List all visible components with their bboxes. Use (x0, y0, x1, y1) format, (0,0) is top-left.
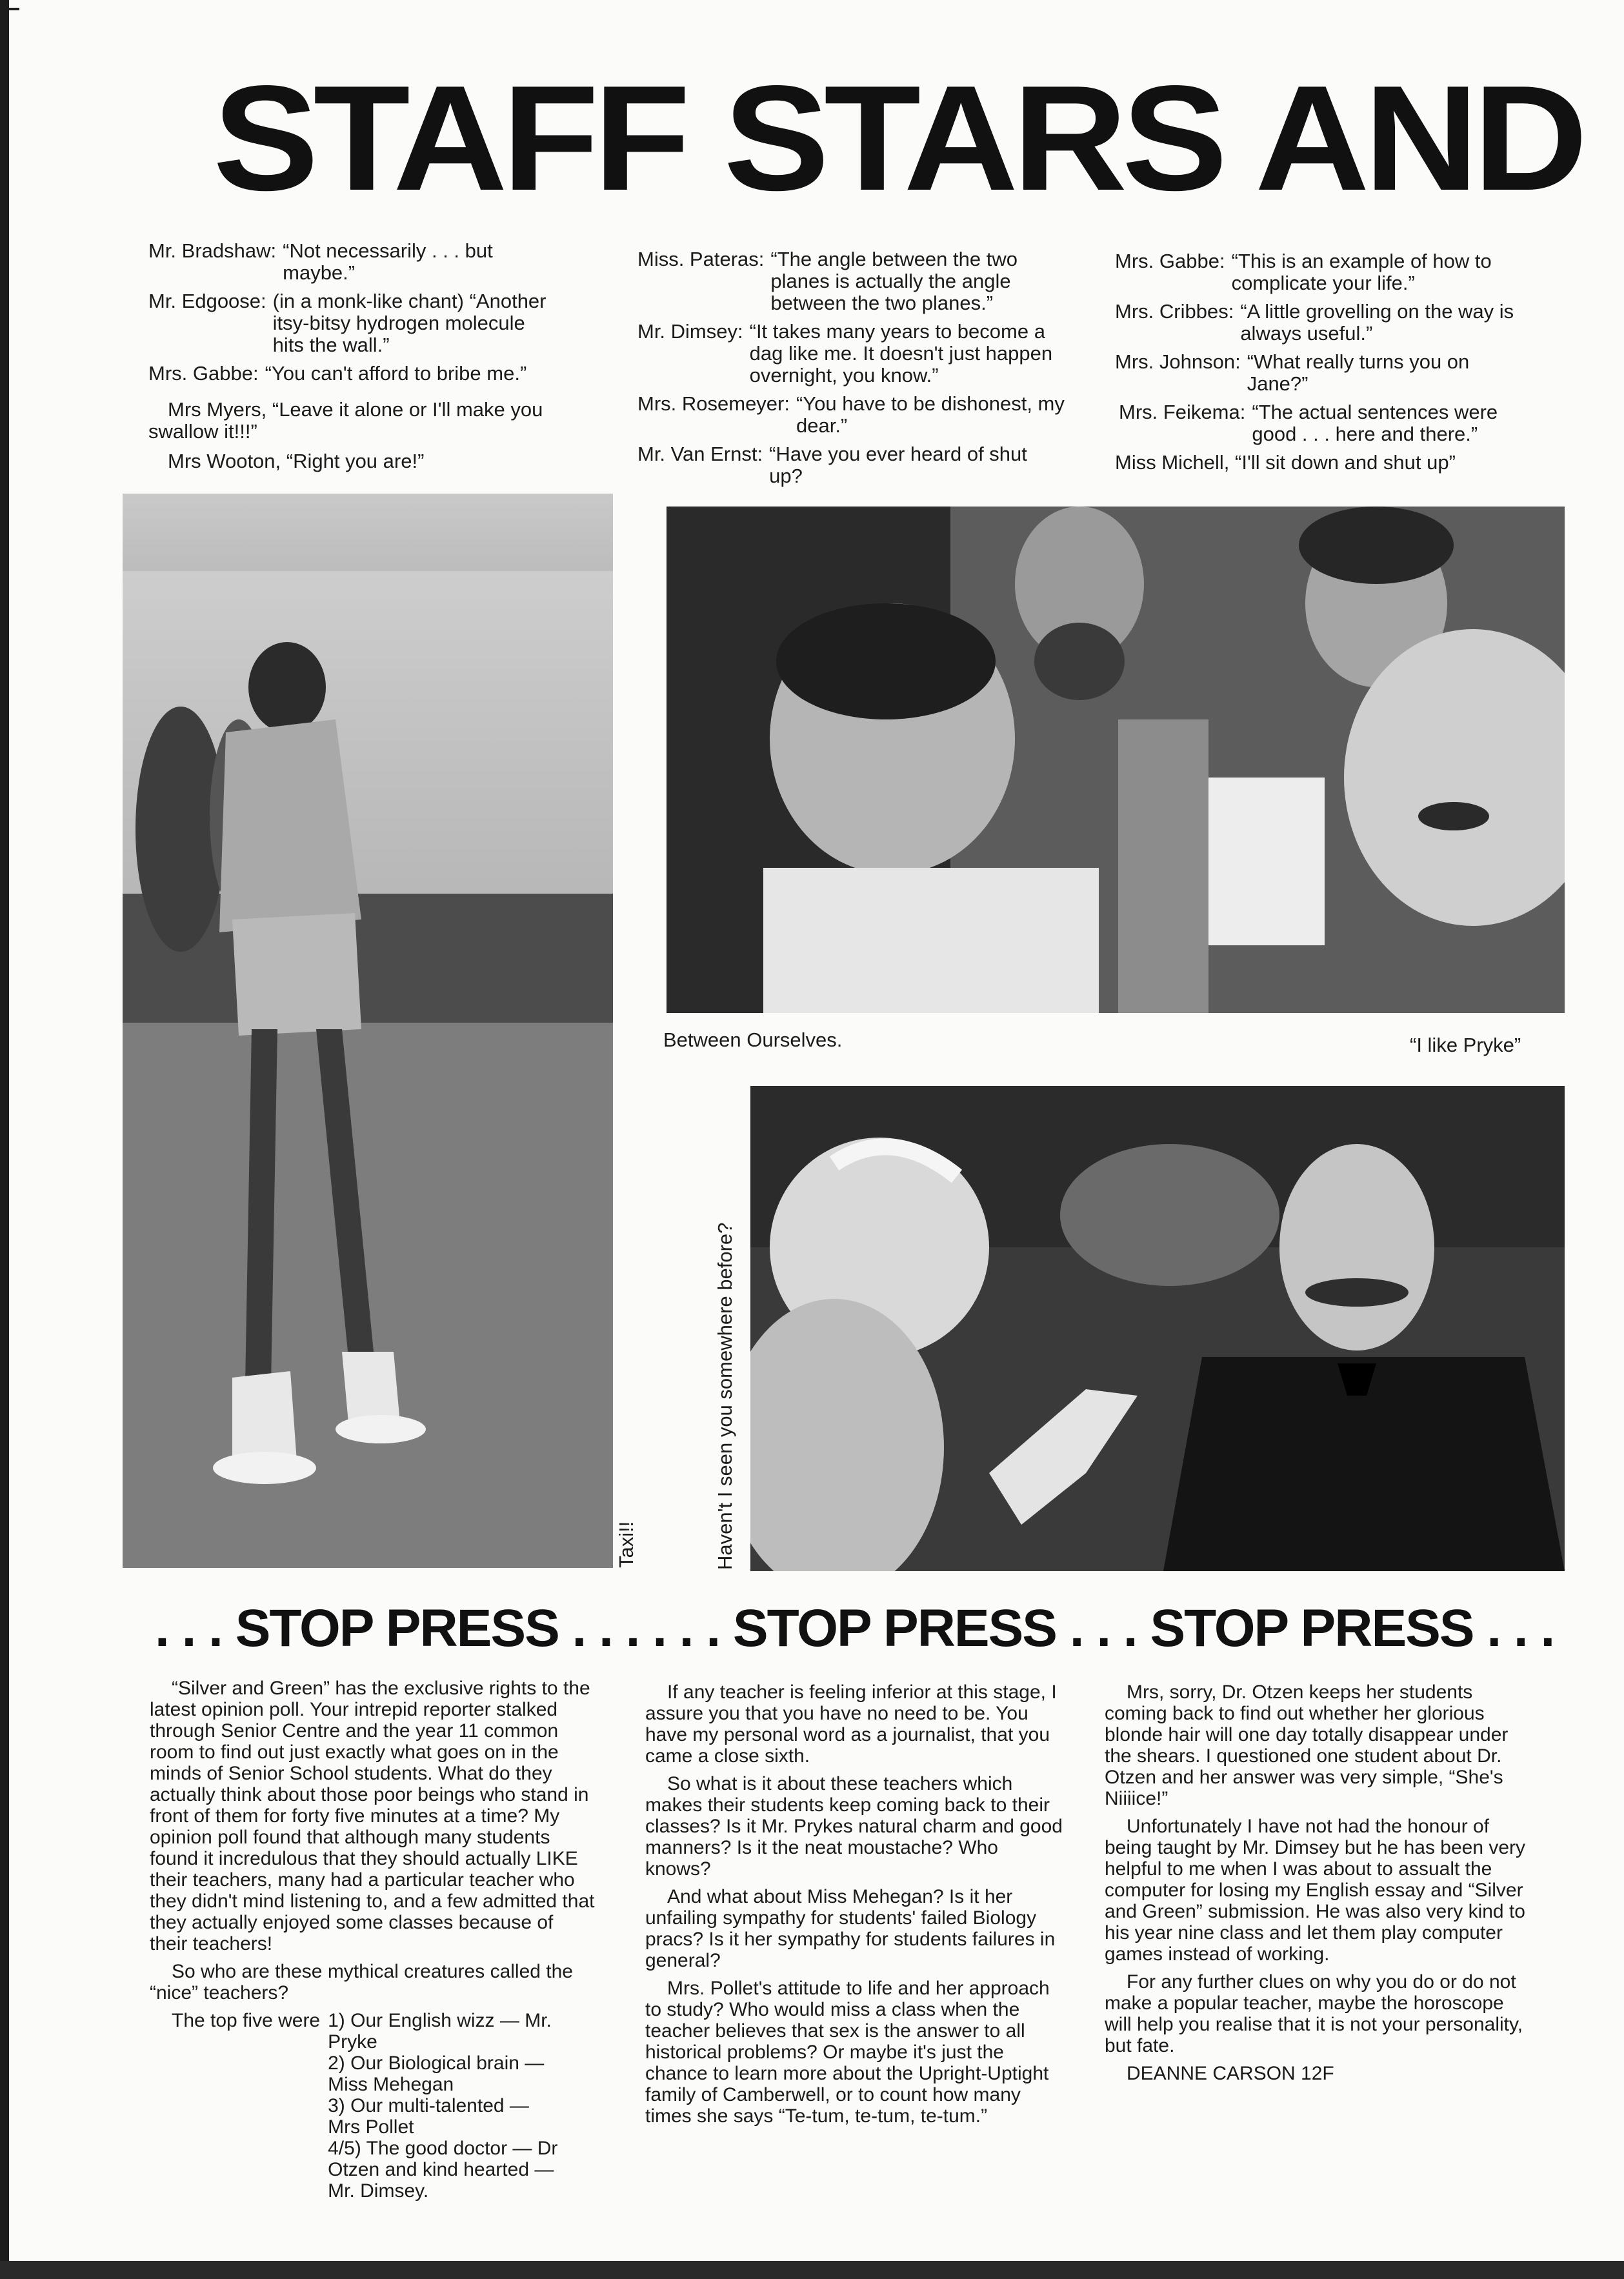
page-bottom-edge (0, 2261, 1624, 2279)
quote-item (1115, 351, 1567, 395)
quote-speaker: Mr. Edgoose: (148, 290, 266, 312)
quote-speaker: Mr. Bradshaw: (148, 239, 277, 262)
article-column-2 (645, 1682, 1065, 2133)
article-column-3 (1105, 1682, 1530, 2091)
page-left-edge (0, 0, 9, 2279)
article-paragraph: For any further clues on why you do or do not make a popular teacher, maybe the horoscope will help you realise that it is not your personality, but fate. (1105, 1971, 1523, 2056)
quote-speaker: Mrs. Feikema: (1119, 401, 1246, 423)
quote-item (637, 248, 1089, 314)
quote-speaker: Mr. Van Ernst: (637, 443, 763, 465)
article-paragraph: So who are these mythical creatures called the “nice” teachers? (150, 1961, 573, 2003)
quote-item (148, 363, 587, 385)
page-corner-mark (0, 8, 19, 10)
caption-between-ourselves: Between Ourselves. (663, 1029, 843, 1051)
quote-text: “This is an example of how to complicate your life.” (1231, 250, 1492, 294)
quote-speaker: Mrs. Cribbes: (1115, 300, 1234, 323)
quote-text: “You can't afford to bribe me.” (265, 362, 527, 385)
quote-text: (in a monk-like chant) “Another itsy-bitsy hydrogen molecule hits the wall.” (272, 290, 546, 356)
quote-speaker: Mrs. Gabbe: (148, 362, 259, 385)
top-five-item: 2) Our Biological brain — Miss Mehegan (328, 2053, 545, 2095)
quotes-column-3 (1115, 250, 1567, 481)
article-paragraph: So what is it about these teachers which makes their students keep coming back to their classes? Is it Mr. Prykes natural charm and good manners? Is it the neat moustache? Who knows? (645, 1773, 1063, 1880)
caption-havent-i-seen-you: Haven't I seen you somewhere before? (714, 1222, 736, 1570)
quote-item: Mrs Wooton, “Right you are!” (168, 450, 425, 472)
quote-item (1115, 250, 1567, 294)
page-headline: STAFF STARS AND (213, 55, 1583, 222)
quotes-column-2 (637, 248, 1089, 494)
quote-item (637, 321, 1089, 387)
caption-i-like-pryke: “I like Pryke” (1410, 1034, 1521, 1056)
between-ourselves-image (667, 507, 1565, 1013)
article-paragraph: “Silver and Green” has the exclusive rights to the latest opinion poll. Your intrepid reporter stalked through Senior Centre and the year 11 common room to find out just exactly what goes on in the minds of Senior School students. What do they actually think about those poor beings who stand in front of them for forty five minutes at a time? My opinion poll found that although many students found it incredulous that they should actually LIKE their teachers, many had a particular teacher who they didn't mind listening to, and a few admitted that they actually enjoyed some classes because of their teachers! (150, 1678, 595, 1954)
stop-press-banner: . . . STOP PRESS . . . . . . STOP PRESS . . . STOP PRESS . . . (155, 1599, 1554, 1658)
article-byline: DEANNE CARSON 12F (1127, 2063, 1334, 2084)
quote-item: Mrs Myers, “Leave it alone or I'll make you swallow it!!!” (148, 398, 543, 443)
article-paragraph: Mrs. Pollet's attitude to life and her approach to study? Who would miss a class when the teacher believes that sex is the answer to all historical problems? Or maybe it's just the chance to learn more about the Upright-Uptight family of Camberwell, or to count how many times she says “Te-tum, te-tum, te-tum.” (645, 1978, 1050, 2127)
quote-text: “You have to be dishonest, my dear.” (796, 392, 1065, 437)
quote-item (637, 393, 1089, 437)
photo-walking-teacher (123, 494, 613, 1568)
top-five-label: The top five were (172, 2010, 321, 2031)
quotes-column-1 (148, 240, 587, 480)
quote-text: “The actual sentences were good . . . here and there.” (1252, 401, 1498, 445)
quote-speaker: Mrs. Gabbe: (1115, 250, 1225, 272)
quote-text: “Not necessarily . . . but maybe.” (283, 239, 493, 284)
quote-text: “It takes many years to become a dag like me. It doesn't just happen overnight, you know.” (749, 320, 1053, 387)
photo-havent-i-seen-you (750, 1086, 1565, 1571)
article-paragraph: Mrs, sorry, Dr. Otzen keeps her students coming back to find out whether her glorious blonde hair will one day totally disappear under the shears. I questioned one student about Dr. Otzen and her answer was very simple, “She's Niiiice!” (1105, 1682, 1509, 1809)
quote-speaker: Miss. Pateras: (637, 248, 765, 270)
quote-item (148, 290, 587, 356)
article-paragraph: Unfortunately I have not had the honour of being taught by Mr. Dimsey but he has been very helpful to me when I was about to assualt the computer for losing my English essay and “Silver and Green” submission. He was also very kind to his year nine class and let them play computer games instead of working. (1105, 1816, 1526, 1965)
quote-text: “The angle between the two planes is actually the angle between the two planes.” (770, 248, 1018, 314)
quote-speaker: Mr. Dimsey: (637, 320, 743, 343)
top-five-item: 1) Our English wizz — Mr. Pryke (328, 2010, 552, 2053)
top-five-item: 3) Our multi-talented — Mrs Pollet (328, 2095, 529, 2138)
top-five-list (172, 2010, 595, 2202)
quote-speaker: Mrs. Johnson: (1115, 350, 1241, 373)
article-paragraph: If any teacher is feeling inferior at this stage, I assure you that you have no need to be. You have my personal word as a journalist, that you came a close sixth. (645, 1682, 1057, 1767)
quote-item (1119, 401, 1567, 445)
quote-speaker: Mrs. Rosemeyer: (637, 392, 790, 415)
havent-i-seen-you-image (750, 1086, 1565, 1571)
quote-item (637, 443, 1089, 487)
quote-text: “A little grovelling on the way is always useful.” (1240, 300, 1514, 345)
article-paragraph: And what about Miss Mehegan? Is it her unfailing sympathy for students' failed Biology pracs? Is it her sympathy for students failures in general? (645, 1886, 1056, 1971)
quote-item (148, 240, 587, 284)
caption-taxi: Taxi!! (615, 1521, 637, 1568)
quote-text: “What really turns you on Jane?” (1247, 350, 1470, 395)
top-five-item: 4/5) The good doctor — Dr Otzen and kind hearted — Mr. Dimsey. (328, 2138, 558, 2202)
walking-teacher-image (123, 494, 613, 1568)
photo-between-ourselves (667, 507, 1565, 1013)
article-column-1 (150, 1678, 595, 2202)
quote-text: “Have you ever heard of shut up? (769, 443, 1027, 487)
quote-item (1115, 301, 1567, 345)
quote-item: Miss Michell, “I'll sit down and shut up” (1115, 451, 1456, 474)
